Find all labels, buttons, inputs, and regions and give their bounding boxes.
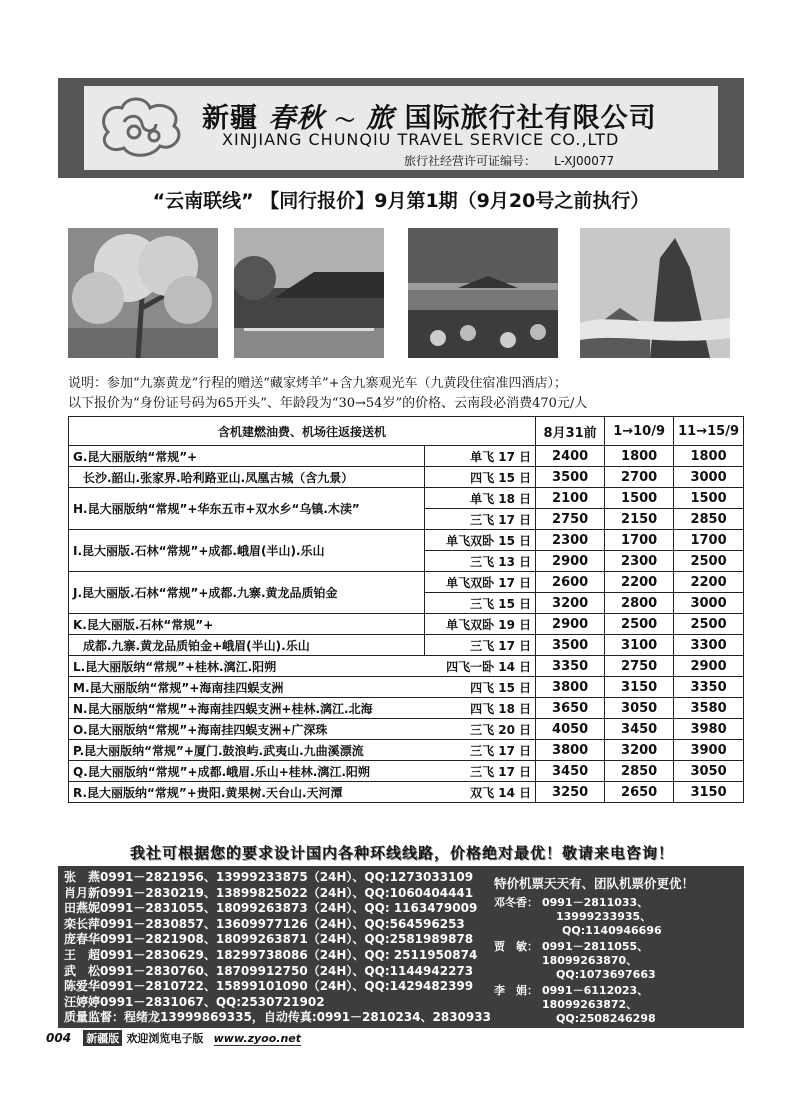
- table-row: [69, 530, 744, 551]
- price-cell: 2500: [674, 551, 744, 572]
- edition-tag: 新疆版: [83, 1030, 122, 1046]
- route-cell: P.昆大丽版纳“常规”+厦门.鼓浪屿.武夷山.九曲溪漂流: [69, 740, 425, 761]
- table-header-route: 含机建燃油费、机场往返接送机: [69, 417, 536, 446]
- header-band: [58, 78, 744, 178]
- price-cell: 3350: [674, 677, 744, 698]
- price-cell: 3200: [536, 593, 605, 614]
- flight-cell: 单飞双卧 17 日: [425, 572, 536, 593]
- price-cell: 2200: [605, 572, 674, 593]
- price-cell: 3650: [536, 698, 605, 719]
- flight-cell: 三飞 17 日: [425, 740, 536, 761]
- table-row: [69, 656, 744, 677]
- price-cell: 3800: [536, 677, 605, 698]
- contact-list: [64, 870, 491, 1026]
- header-inner: [84, 86, 718, 170]
- price-cell: 3500: [536, 467, 605, 488]
- contact-line: 武 松0991－2830760、18709912750（24H）、QQ:1144942273: [64, 963, 474, 978]
- table-row: [69, 572, 744, 593]
- contact-band: [58, 866, 744, 1028]
- company-name-suffix: 国际旅行社有限公司: [404, 103, 657, 134]
- price-cell: 2900: [536, 551, 605, 572]
- footer-tagline: 欢迎浏览电子版: [126, 1032, 204, 1045]
- flight-cell: 三飞 17 日: [425, 635, 536, 656]
- price-cell: 4050: [536, 719, 605, 740]
- ticket-contact-person: [494, 984, 742, 1026]
- quality-supervision-line: 质量监督：程绪龙13999869335，自动传真:0991－2810234、2830933: [64, 1010, 491, 1025]
- license-number: [404, 152, 614, 169]
- table-header-col3: 11→15/9: [674, 417, 744, 446]
- price-cell: 1700: [674, 530, 744, 551]
- price-cell: 2500: [674, 614, 744, 635]
- page-number: 004: [46, 1031, 72, 1045]
- flight-cell: 三飞 13 日: [425, 551, 536, 572]
- price-cell: 3000: [674, 593, 744, 614]
- price-cell: 3800: [536, 740, 605, 761]
- route-cell: Q.昆大丽版纳“常规”+成都.峨眉.乐山+桂林.漓江.阳朔: [69, 761, 425, 782]
- person-line: 18099263872、: [542, 998, 638, 1011]
- route-cell: R.昆大丽版纳“常规”+贵阳.黄果树.天台山.天河潭: [69, 782, 425, 803]
- price-cell: 2300: [605, 551, 674, 572]
- table-row: [69, 467, 744, 488]
- license-value: L-XJ00077: [554, 154, 615, 168]
- photo-garden-pavilion: [408, 228, 558, 358]
- person-line: 18099263870、: [542, 954, 638, 967]
- price-cell: 2600: [536, 572, 605, 593]
- person-name: 李 娟：: [494, 984, 538, 997]
- price-cell: 2300: [536, 530, 605, 551]
- contact-line: 田燕妮0991－2831055、18099263873（24H）、QQ: 1163479009: [64, 901, 478, 916]
- price-cell: 1500: [674, 488, 744, 509]
- price-cell: 3900: [674, 740, 744, 761]
- price-cell: 2900: [674, 656, 744, 677]
- page: [58, 78, 744, 1066]
- person-line: 0991－2811055、: [542, 940, 649, 953]
- route-cell: N.昆大丽版纳“常规”+海南挂四蜈支洲+桂林.漓江.北海: [69, 698, 425, 719]
- table-header-col2: 1→10/9: [605, 417, 674, 446]
- price-cell: 3100: [605, 635, 674, 656]
- flight-cell: 三飞 20 日: [425, 719, 536, 740]
- photo-mountain-peak: [580, 228, 730, 358]
- price-cell: 3150: [605, 677, 674, 698]
- price-cell: 3050: [605, 698, 674, 719]
- price-cell: 3300: [674, 635, 744, 656]
- flight-cell: 双飞 14 日: [425, 782, 536, 803]
- price-cell: 3500: [536, 635, 605, 656]
- table-row: [69, 698, 744, 719]
- price-cell: 2850: [674, 509, 744, 530]
- ticket-promo: 特价机票天天有、团队机票价更优！: [494, 876, 695, 891]
- price-cell: 3150: [674, 782, 744, 803]
- price-cell: 3350: [536, 656, 605, 677]
- table-row: [69, 614, 744, 635]
- price-cell: 2150: [605, 509, 674, 530]
- company-brand-swirl: 〜: [334, 108, 356, 132]
- flight-cell: 四飞 15 日: [425, 677, 536, 698]
- person-name: 贾 敏：: [494, 940, 538, 953]
- route-cell: 成都.九寨.黄龙品质铂金+峨眉(半山).乐山: [69, 635, 425, 656]
- price-cell: 2750: [536, 509, 605, 530]
- table-row: [69, 488, 744, 509]
- flight-cell: 三飞 17 日: [425, 509, 536, 530]
- person-line: QQ:2508246298: [556, 1012, 656, 1025]
- price-cell: 2700: [605, 467, 674, 488]
- flight-cell: 单飞 18 日: [425, 488, 536, 509]
- route-cell: L.昆大丽版纳“常规”+桂林.漓江.阳朔: [69, 656, 425, 677]
- cloud-logo-icon: [94, 92, 190, 164]
- price-cell: 2200: [674, 572, 744, 593]
- flight-cell: 四飞 18 日: [425, 698, 536, 719]
- ticket-contact-person: [494, 940, 742, 982]
- price-cell: 2750: [605, 656, 674, 677]
- ticket-contacts: [494, 874, 742, 1026]
- slogan: 我社可根据您的要求设计国内各种环线线路，价格绝对最优！敬请来电咨询！: [129, 844, 674, 862]
- contact-line: 汪婷婷0991－2831067、QQ:2530721902: [64, 994, 325, 1009]
- company-name-en: XINJIANG CHUNQIU TRAVEL SERVICE CO.,LTD: [222, 130, 620, 149]
- price-cell: 2900: [536, 614, 605, 635]
- table-row: [69, 719, 744, 740]
- price-cell: 3980: [674, 719, 744, 740]
- route-cell: O.昆大丽版纳“常规”+海南挂四蜈支洲+广深珠: [69, 719, 425, 740]
- route-cell: G.昆大丽版纳“常规”+: [69, 446, 425, 467]
- flight-cell: 三飞 15 日: [425, 593, 536, 614]
- person-line: QQ:1140946696: [562, 924, 662, 937]
- page-title: “云南联线” 【同行报价】9月第1期（9月20号之前执行）: [152, 190, 650, 212]
- person-line: 13999233935、: [556, 910, 652, 923]
- price-table: [68, 416, 744, 803]
- contact-line: 陈爱华0991－2810722、15899101090（24H）、QQ:1429482399: [64, 979, 474, 994]
- price-cell: 2400: [536, 446, 605, 467]
- price-cell: 2500: [605, 614, 674, 635]
- ticket-contact-person: [494, 896, 742, 938]
- route-cell: K.昆大丽版.石林“常规”+: [69, 614, 425, 635]
- flight-cell: 四飞 15 日: [425, 467, 536, 488]
- table-row: [69, 782, 744, 803]
- price-cell: 1700: [605, 530, 674, 551]
- company-brand-2: 旅: [366, 103, 395, 134]
- contact-line: 肖月新0991－2830219、13899825022（24H）、QQ:1060404441: [64, 885, 474, 900]
- contact-line: 栾长萍0991－2830857、13609977126（24H）、QQ:564596253: [64, 916, 465, 931]
- table-row: [69, 740, 744, 761]
- price-cell: 2650: [605, 782, 674, 803]
- flight-cell: 四飞一卧 14 日: [425, 656, 536, 677]
- company-name-prefix: 新疆: [202, 103, 258, 134]
- person-name: 邓冬香：: [494, 896, 538, 909]
- photo-blossom-tree: [68, 228, 218, 358]
- flight-cell: 三飞 17 日: [425, 761, 536, 782]
- route-cell: H.昆大丽版纳“常规”+华东五市+双水乡“乌镇.木渎”: [69, 488, 425, 530]
- table-row: [69, 677, 744, 698]
- price-cell: 1800: [674, 446, 744, 467]
- price-cell: 2100: [536, 488, 605, 509]
- route-cell: M.昆大丽版纳“常规”+海南挂四蜈支洲: [69, 677, 425, 698]
- price-cell: 1500: [605, 488, 674, 509]
- route-cell: 长沙.韶山.张家界.哈利路亚山.凤凰古城（含九景）: [69, 467, 425, 488]
- route-cell: J.昆大丽版.石林“常规”+成都.九寨.黄龙品质铂金: [69, 572, 425, 614]
- table-row: [69, 446, 744, 467]
- table-row: [69, 635, 744, 656]
- person-line: 0991－6112023、: [542, 984, 649, 997]
- person-line: 0991－2811033、: [542, 896, 649, 909]
- photo-water-town: [234, 228, 384, 358]
- flight-cell: 单飞双卧 19 日: [425, 614, 536, 635]
- website-link[interactable]: www.zyoo.net: [213, 1032, 302, 1045]
- price-cell: 3580: [674, 698, 744, 719]
- table-header-col1: 8月31前: [536, 417, 605, 446]
- price-cell: 3050: [674, 761, 744, 782]
- price-cell: 3000: [674, 467, 744, 488]
- note-line-1: 说明：参加“九寨黄龙”行程的赠送“藏家烤羊”+含九寨观光车（九黄段住宿准四酒店）；: [68, 376, 567, 391]
- table-row: [69, 761, 744, 782]
- price-cell: 1800: [605, 446, 674, 467]
- price-cell: 3250: [536, 782, 605, 803]
- license-label: 旅行社经营许可证编号：: [404, 154, 537, 168]
- page-footer: [46, 1030, 301, 1046]
- contact-line: 张 燕0991－2821956、13999233875（24H）、QQ:1273033109: [64, 870, 474, 884]
- flight-cell: 单飞 17 日: [425, 446, 536, 467]
- person-line: QQ:1073697663: [556, 968, 656, 981]
- route-cell: I.昆大丽版.石林“常规”+成都.峨眉(半山).乐山: [69, 530, 425, 572]
- price-cell: 2800: [605, 593, 674, 614]
- contact-line: 庞春华0991－2821908、18099263871（24H）、QQ:2581989878: [64, 932, 474, 947]
- contact-line: 王 超0991－2830629、18299738086（24H）、QQ: 2511950874: [64, 947, 478, 962]
- company-brand: 春秋: [268, 103, 325, 134]
- price-cell: 2850: [605, 761, 674, 782]
- table-header-row: [69, 417, 744, 446]
- price-cell: 3450: [605, 719, 674, 740]
- price-cell: 3450: [536, 761, 605, 782]
- flight-cell: 单飞双卧 15 日: [425, 530, 536, 551]
- note-line-2: 以下报价为“身份证号码为65开头”、年龄段为“30→54岁”的价格、云南段必消费470元/人: [68, 396, 588, 411]
- price-cell: 3200: [605, 740, 674, 761]
- price-note: [68, 374, 744, 414]
